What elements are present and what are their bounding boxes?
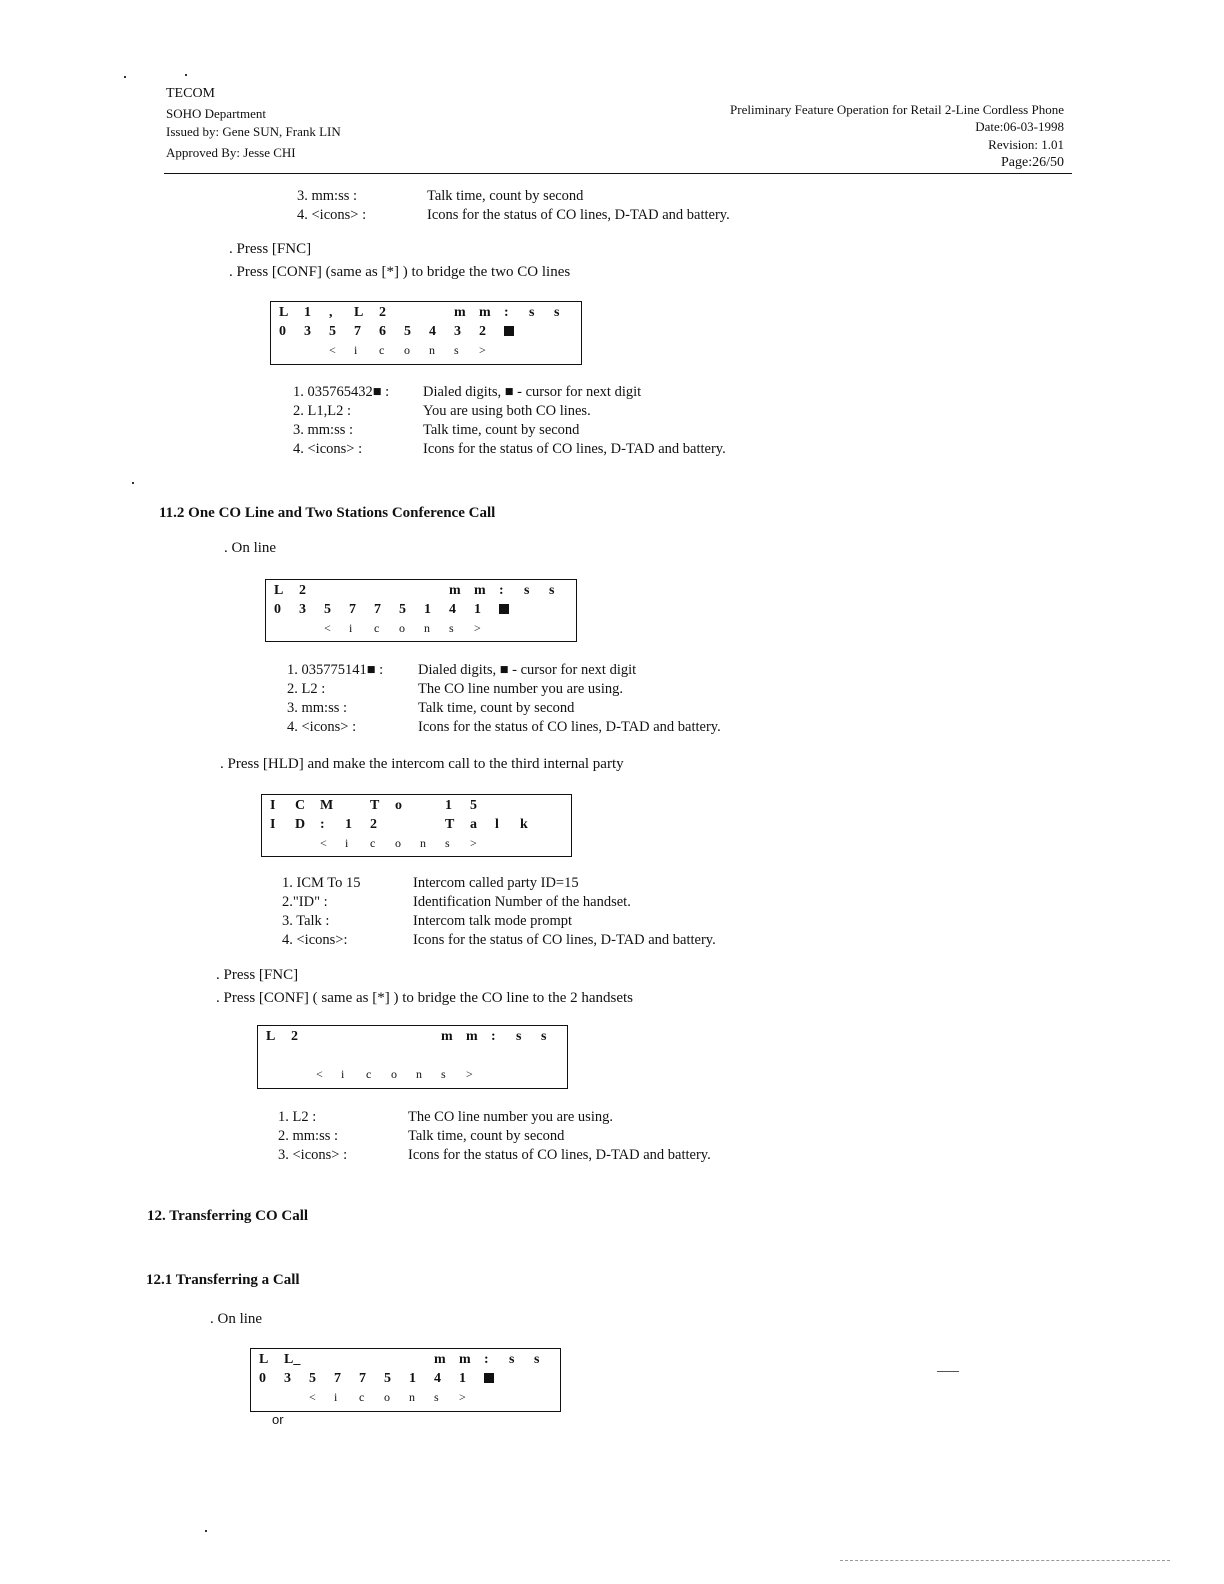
page-number: Page:26/50 [1001, 155, 1064, 170]
lcd-char: s [534, 1352, 540, 1367]
lcd-row1 [266, 1029, 566, 1046]
doc-date: Date:06-03-1998 [975, 119, 1064, 134]
lcd-char: m [449, 583, 461, 598]
lcd-row2 [279, 324, 529, 341]
lcd-display-conference [265, 579, 577, 642]
lcd-row2 [274, 602, 524, 619]
doc-title: Preliminary Feature Operation for Retail 2-Line Cordless Phone [730, 102, 1064, 117]
legend-description: Talk time, count by second [427, 188, 584, 204]
lcd-row1 [259, 1352, 559, 1369]
lcd-char: l [495, 817, 499, 832]
legend-description: The CO line number you are using. [408, 1109, 613, 1125]
lcd-char [504, 324, 529, 340]
department: SOHO Department [166, 106, 267, 121]
lcd-char: s [549, 583, 555, 598]
lcd-char: > [470, 836, 477, 850]
lcd-char: C [295, 798, 306, 813]
lcd-char: c [374, 621, 380, 635]
company-name: TECOM [166, 86, 215, 101]
approved-by: Approved By: Jesse CHI [166, 145, 296, 160]
lcd-char: 7 [374, 602, 381, 617]
legend-key: 4. <icons>: [282, 932, 348, 948]
legend-key: 1. 035765432■ : [293, 384, 390, 400]
lcd-row3 [274, 621, 499, 638]
legend-key: 2."ID" : [282, 894, 328, 910]
lcd-cursor [484, 1373, 494, 1383]
scan-speck [132, 482, 134, 484]
lcd-char: 1 [345, 817, 352, 832]
lcd-row2 [259, 1371, 509, 1388]
lcd-char: < [329, 343, 336, 357]
lcd-char: < [316, 1067, 323, 1081]
lcd-row3 [259, 1390, 484, 1407]
lcd-char: s [449, 621, 454, 635]
lcd-char [484, 1371, 509, 1387]
header-rule [164, 173, 1072, 174]
legend-description: Talk time, count by second [423, 422, 580, 438]
lcd-char: m [466, 1029, 478, 1044]
lcd-char: s [541, 1029, 547, 1044]
section-heading-11-2: 11.2 One CO Line and Two Stations Conference Call [159, 505, 496, 521]
legend-description: Identification Number of the handset. [413, 894, 631, 910]
lcd-char: o [395, 836, 401, 850]
lcd-char: < [309, 1390, 316, 1404]
lcd-char: : [504, 305, 509, 320]
legend-description: Talk time, count by second [408, 1128, 565, 1144]
lcd-char: o [395, 798, 402, 813]
step-press-fnc-2: . Press [FNC] [216, 967, 299, 983]
lcd-char: : [320, 817, 325, 832]
lcd-char: < [320, 836, 327, 850]
lcd-char: : [484, 1352, 489, 1367]
lcd-row1 [270, 798, 495, 815]
lcd-cursor [504, 326, 514, 336]
lcd-char: m [454, 305, 466, 320]
legend-key: 1. 035775141■ : [287, 662, 384, 678]
lcd-char: L [354, 305, 364, 320]
scan-speck [205, 1530, 207, 1532]
step-press-conf-2: . Press [CONF] ( same as [*] ) to bridge the CO line to the 2 handsets [216, 990, 634, 1006]
lcd-char: o [404, 343, 410, 357]
lcd-char: 5 [384, 1371, 391, 1386]
legend-description: Icons for the status of CO lines, D-TAD and battery. [423, 441, 726, 457]
lcd-char: 5 [324, 602, 331, 617]
lcd-char: s [454, 343, 459, 357]
lcd-char: 0 [274, 602, 281, 617]
scan-mark [937, 1371, 959, 1372]
lcd-char: 3 [284, 1371, 291, 1386]
lcd-display-transfer [250, 1348, 561, 1412]
lcd-char: n [409, 1390, 415, 1404]
lcd-char: L [266, 1029, 276, 1044]
legend-description: Icons for the status of CO lines, D-TAD and battery. [408, 1147, 711, 1163]
legend-description: Icons for the status of CO lines, D-TAD and battery. [427, 207, 730, 223]
step-press-hld: . Press [HLD] and make the intercom call to the third internal party [220, 756, 624, 772]
lcd-char: 2 [291, 1029, 298, 1044]
lcd-char: > [466, 1067, 473, 1081]
lcd-char: 3 [299, 602, 306, 617]
lcd-row1 [279, 305, 579, 322]
lcd-char: n [420, 836, 426, 850]
lcd-char: L [259, 1352, 269, 1367]
lcd-row3 [266, 1067, 491, 1084]
lcd-char: o [384, 1390, 390, 1404]
lcd-char: 7 [334, 1371, 341, 1386]
section-heading-12: 12. Transferring CO Call [147, 1208, 309, 1224]
lcd-char: 1 [459, 1371, 466, 1386]
lcd-char: I [270, 817, 276, 832]
lcd-char: n [429, 343, 435, 357]
lcd-char: 1 [445, 798, 452, 813]
section-heading-12-1: 12.1 Transferring a Call [146, 1272, 300, 1288]
legend-key: 2. mm:ss : [278, 1128, 339, 1144]
lcd-row3 [279, 343, 504, 360]
legend-key: 1. ICM To 15 [282, 875, 361, 891]
lcd-char: a [470, 817, 477, 832]
lcd-char: m [441, 1029, 453, 1044]
scan-speck [124, 76, 126, 78]
legend-key: 4. <icons> : [297, 207, 367, 223]
lcd-char: s [434, 1390, 439, 1404]
lcd-char: 5 [399, 602, 406, 617]
lcd-char: n [424, 621, 430, 635]
legend-key: 3. <icons> : [278, 1147, 348, 1163]
lcd-char: s [554, 305, 560, 320]
lcd-char: > [459, 1390, 466, 1404]
lcd-char: L [279, 305, 289, 320]
step-on-line: . On line [224, 540, 277, 556]
lcd-char: 1 [304, 305, 311, 320]
legend-key: 1. L2 : [278, 1109, 317, 1125]
lcd-char: 4 [434, 1371, 441, 1386]
lcd-char: 0 [259, 1371, 266, 1386]
lcd-char: < [324, 621, 331, 635]
lcd-char: 2 [479, 324, 486, 339]
lcd-char: i [354, 343, 358, 357]
issued-by: Issued by: Gene SUN, Frank LIN [166, 124, 341, 139]
lcd-char: L_ [284, 1352, 301, 1367]
lcd-char: k [520, 817, 528, 832]
lcd-char: c [359, 1390, 365, 1404]
lcd-char: 3 [454, 324, 461, 339]
legend-description: Intercom talk mode prompt [413, 913, 573, 929]
lcd-char: 4 [449, 602, 456, 617]
lcd-char: 1 [409, 1371, 416, 1386]
lcd-char: n [416, 1067, 422, 1081]
lcd-row3 [270, 836, 495, 853]
lcd-char [499, 602, 524, 618]
lcd-char: I [270, 798, 276, 813]
legend-description: Icons for the status of CO lines, D-TAD and battery. [413, 932, 716, 948]
doc-revision: Revision: 1.01 [988, 137, 1064, 152]
lcd-char: s [529, 305, 535, 320]
lcd-char: 5 [404, 324, 411, 339]
lcd-char: , [329, 305, 333, 320]
lcd-char: 7 [359, 1371, 366, 1386]
lcd-char: : [491, 1029, 496, 1044]
lcd-char: 0 [279, 324, 286, 339]
lcd-char: 4 [429, 324, 436, 339]
lcd-char: 6 [379, 324, 386, 339]
lcd-char: 2 [370, 817, 377, 832]
legend-key: 3. Talk : [282, 913, 330, 929]
lcd-char: s [445, 836, 450, 850]
lcd-char: > [474, 621, 481, 635]
legend-description: You are using both CO lines. [423, 403, 591, 419]
lcd-char: s [516, 1029, 522, 1044]
lcd-char: m [474, 583, 486, 598]
lcd-row1 [274, 583, 574, 600]
lcd-char: 5 [470, 798, 477, 813]
lcd-char: 5 [329, 324, 336, 339]
lcd-char: m [479, 305, 491, 320]
lcd-char: L [274, 583, 284, 598]
lcd-char: o [391, 1067, 397, 1081]
lcd-row2 [270, 817, 545, 834]
legend-key: 2. L1,L2 : [293, 403, 351, 419]
or-label: or [272, 1412, 284, 1427]
scan-speck [185, 74, 187, 76]
lcd-char: c [366, 1067, 372, 1081]
step-on-line-2: . On line [210, 1311, 263, 1327]
step-press-fnc: . Press [FNC] [229, 241, 312, 257]
legend-key: 3. mm:ss : [297, 188, 358, 204]
lcd-char: m [459, 1352, 471, 1367]
lcd-char: D [295, 817, 306, 832]
legend-description: Icons for the status of CO lines, D-TAD and battery. [418, 719, 721, 735]
lcd-char: c [379, 343, 385, 357]
scan-mark [840, 1560, 1170, 1561]
lcd-char: 1 [424, 602, 431, 617]
lcd-char: T [370, 798, 380, 813]
lcd-char: 5 [309, 1371, 316, 1386]
lcd-char: 7 [349, 602, 356, 617]
legend-description: Intercom called party ID=15 [413, 875, 579, 891]
legend-description: Talk time, count by second [418, 700, 575, 716]
lcd-char: m [434, 1352, 446, 1367]
legend-description: Dialed digits, ■ - cursor for next digit [418, 662, 637, 678]
lcd-char: T [445, 817, 455, 832]
lcd-char: 7 [354, 324, 361, 339]
legend-description: Dialed digits, ■ - cursor for next digit [423, 384, 642, 400]
lcd-char: 2 [299, 583, 306, 598]
lcd-display-bridged-handsets [257, 1025, 568, 1089]
lcd-char: i [341, 1067, 345, 1081]
legend-key: 4. <icons> : [287, 719, 357, 735]
lcd-display-intercom [261, 794, 572, 857]
lcd-cursor [499, 604, 509, 614]
legend-key: 4. <icons> : [293, 441, 363, 457]
lcd-char: o [399, 621, 405, 635]
lcd-char: i [345, 836, 349, 850]
lcd-char: s [524, 583, 530, 598]
legend-key: 3. mm:ss : [293, 422, 354, 438]
lcd-char: i [334, 1390, 338, 1404]
lcd-display-bridge [270, 301, 582, 365]
lcd-char: c [370, 836, 376, 850]
lcd-char: s [509, 1352, 515, 1367]
legend-description: The CO line number you are using. [418, 681, 623, 697]
legend-key: 2. L2 : [287, 681, 326, 697]
lcd-char: i [349, 621, 353, 635]
lcd-char: s [441, 1067, 446, 1081]
legend-key: 3. mm:ss : [287, 700, 348, 716]
lcd-char: > [479, 343, 486, 357]
lcd-char: 3 [304, 324, 311, 339]
lcd-char: 1 [474, 602, 481, 617]
lcd-char: : [499, 583, 504, 598]
step-press-conf: . Press [CONF] (same as [*] ) to bridge the two CO lines [229, 264, 571, 280]
lcd-char: M [320, 798, 334, 813]
lcd-char: 2 [379, 305, 386, 320]
